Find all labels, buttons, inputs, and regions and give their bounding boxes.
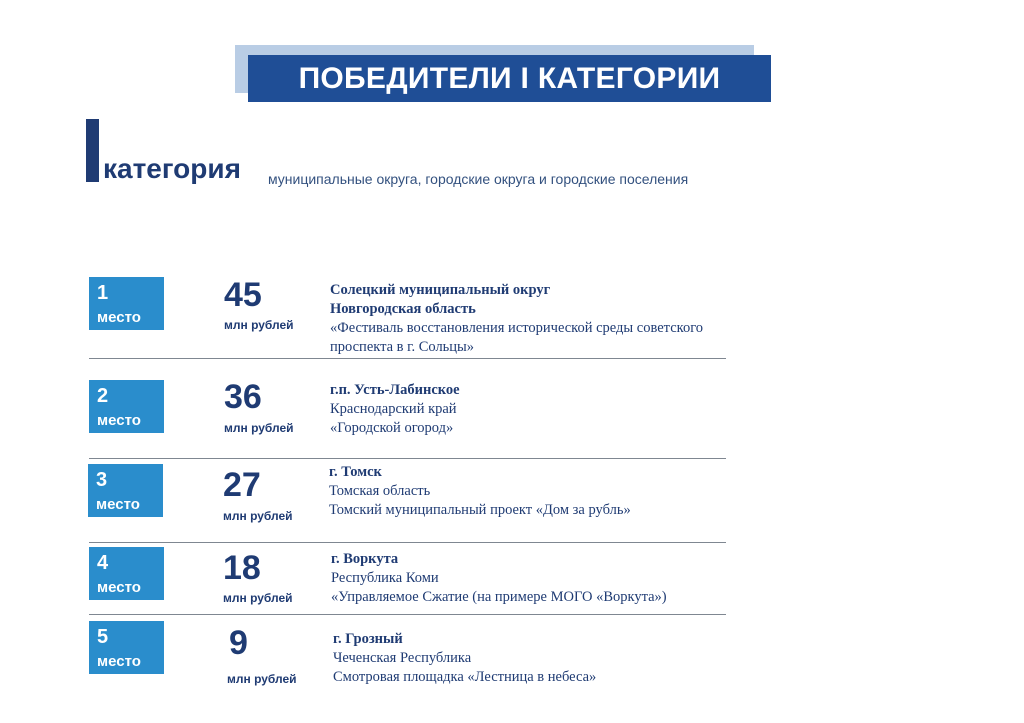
place-number: 3 <box>96 469 108 491</box>
winner-line: Республика Коми <box>331 570 439 586</box>
place-number: 4 <box>97 552 109 574</box>
winner-line: Краснодарский край <box>330 401 457 417</box>
page-title: ПОБЕДИТЕЛИ I КАТЕГОРИИ <box>248 55 771 102</box>
place-number: 2 <box>97 385 109 407</box>
category-description: муниципальные округа, городские округа и городские поселения <box>268 171 689 187</box>
row-divider <box>89 614 726 615</box>
place-label: место <box>97 309 141 326</box>
place-number: 1 <box>97 282 109 304</box>
prize-amount-2: 36 <box>224 378 262 416</box>
prize-unit-5: млн рублей <box>227 672 297 686</box>
place-label: место <box>97 412 141 429</box>
place-badge-1 <box>89 277 164 330</box>
place-label: место <box>96 496 140 513</box>
winner-line: Солецкий муниципальный округ <box>330 282 551 298</box>
prize-amount-5: 9 <box>229 624 248 662</box>
place-badge-2 <box>89 380 164 433</box>
category-heading: категория <box>103 153 241 184</box>
row-divider <box>89 458 726 459</box>
winner-info-2 <box>330 381 460 438</box>
winner-line: г.п. Усть-Лабинское <box>330 382 460 398</box>
prize-unit-2: млн рублей <box>224 421 294 435</box>
prize-amount-4: 18 <box>223 549 261 587</box>
winner-line: «Городской огород» <box>330 420 454 436</box>
prize-unit-3: млн рублей <box>223 509 293 523</box>
place-badge-5 <box>89 621 164 674</box>
place-badge-3 <box>88 464 163 517</box>
prize-amount-3: 27 <box>223 466 261 504</box>
place-number: 5 <box>97 626 109 648</box>
category-numeral-mark <box>86 119 99 182</box>
place-label: место <box>97 653 141 670</box>
winner-line: Томский муниципальный проект «Дом за рубль» <box>329 502 631 518</box>
winner-line: Смотровая площадка «Лестница в небеса» <box>333 669 597 685</box>
prize-unit-1: млн рублей <box>224 318 294 332</box>
prize-amount-1: 45 <box>224 276 262 314</box>
winner-line: г. Воркута <box>331 551 399 567</box>
winner-info-5 <box>333 630 596 687</box>
winner-line: проспекта в г. Сольцы» <box>330 339 475 355</box>
winner-line: «Управляемое Сжатие (на примере МОГО «Воркута») <box>331 589 667 605</box>
winner-line: Чеченская Республика <box>333 650 472 666</box>
winner-line: г. Грозный <box>333 631 403 647</box>
place-badge-4 <box>89 547 164 600</box>
row-divider <box>89 542 726 543</box>
winner-info-1 <box>330 281 703 357</box>
prize-unit-4: млн рублей <box>223 591 293 605</box>
winner-info-4 <box>331 550 667 607</box>
winner-line: «Фестиваль восстановления исторической среды советского <box>330 320 704 336</box>
row-divider <box>89 358 726 359</box>
winner-line: г. Томск <box>329 464 382 480</box>
place-label: место <box>97 579 141 596</box>
winner-line: Томская область <box>329 483 431 499</box>
winner-info-3 <box>329 463 631 520</box>
winner-line: Новгородская область <box>330 301 476 317</box>
